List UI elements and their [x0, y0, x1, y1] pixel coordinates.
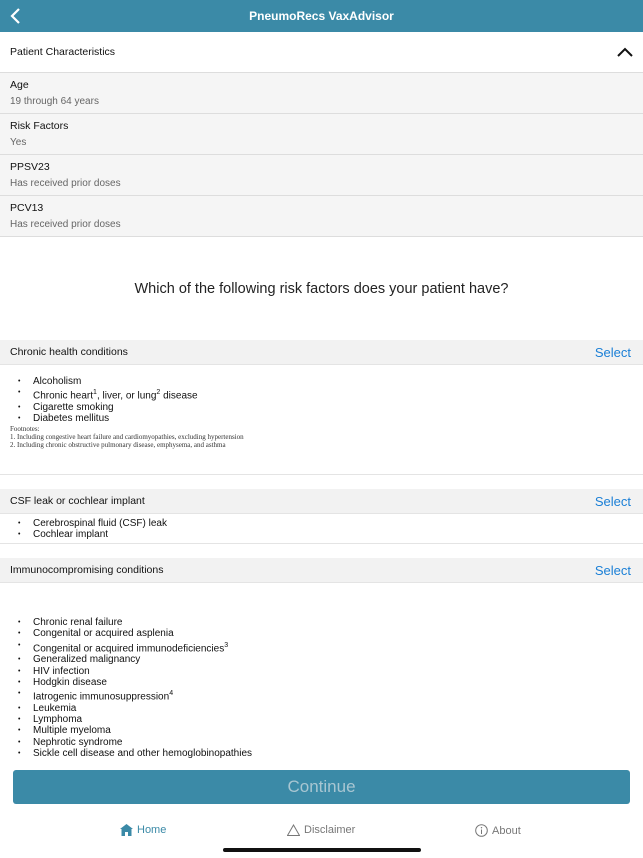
list-item: • Cerebrospinal fluid (CSF) leak	[18, 518, 643, 529]
row-label: Age	[10, 79, 29, 91]
select-button[interactable]: Select	[594, 562, 631, 578]
section-title: Immunocompromising conditions	[10, 564, 164, 576]
patient-row-risk	[0, 114, 643, 155]
list-item: • HIV infection	[18, 666, 643, 677]
footnotes-label: Footnotes:	[10, 424, 40, 433]
section-immuno-header	[0, 558, 643, 583]
list-item: • Diabetes mellitus	[18, 413, 643, 424]
text: , liver, or lung	[96, 390, 157, 402]
row-label: Risk Factors	[10, 120, 69, 132]
list-item: • Cigarette smoking	[18, 402, 643, 413]
immuno-list	[0, 583, 643, 759]
row-label: PPSV23	[10, 161, 50, 173]
text: Iatrogenic immunosuppression	[33, 691, 170, 703]
chevron-up-icon[interactable]	[617, 47, 633, 57]
list-item	[18, 387, 643, 402]
tab-label: Home	[137, 824, 167, 836]
list-item: • Hodgkin disease	[18, 677, 643, 688]
select-button[interactable]: Select	[594, 344, 631, 360]
footnote-ref: 1	[93, 389, 97, 397]
list-item: • Generalized malignancy	[18, 654, 643, 665]
list-item: • Nephrotic syndrome	[18, 737, 643, 748]
nav-bar	[0, 0, 643, 32]
footnote: 1. Including congestive heart failure and cardiomyopathies, excluding hypertension	[10, 432, 244, 441]
section-title: Patient Characteristics	[10, 46, 116, 58]
list-item: • Lymphoma	[18, 714, 643, 725]
app-title: PneumoRecs VaxAdvisor	[249, 9, 394, 23]
footnote-ref: 2	[156, 389, 161, 397]
row-label: PCV13	[10, 202, 44, 214]
list-item: • Congenital or acquired asplenia	[18, 628, 643, 639]
list-item: • Cochlear implant	[18, 529, 643, 540]
home-indicator	[223, 848, 421, 852]
section-title: CSF leak or cochlear implant	[10, 495, 145, 507]
continue-button[interactable]: Continue	[13, 770, 630, 804]
question-text: Which of the following risk factors does your patient have?	[134, 280, 509, 297]
list-item	[18, 688, 643, 703]
tab-label: Disclaimer	[304, 824, 356, 836]
text: Chronic heart	[33, 390, 94, 402]
patient-row-age	[0, 73, 643, 114]
tab-disclaimer[interactable]	[287, 824, 355, 836]
section-chronic-header	[0, 340, 643, 365]
warning-icon	[287, 824, 300, 836]
home-icon	[120, 824, 133, 836]
text: disease	[160, 390, 198, 402]
patient-row-ppsv23	[0, 155, 643, 196]
info-icon	[475, 824, 488, 837]
row-value: Has received prior doses	[10, 219, 121, 230]
select-button[interactable]: Select	[594, 493, 631, 509]
footnote: 2. Including chronic obstructive pulmonary disease, emphysema, and asthma	[10, 440, 226, 449]
patient-row-pcv13	[0, 196, 643, 237]
text: Congenital or acquired immunodeficiencies	[33, 642, 225, 654]
list-item: • Multiple myeloma	[18, 725, 643, 736]
section-title: Chronic health conditions	[10, 346, 128, 358]
tab-home[interactable]	[120, 824, 166, 836]
footnote-ref: 3	[224, 641, 229, 649]
list-item: • Alcoholism	[18, 376, 643, 387]
back-chevron-icon[interactable]	[8, 7, 24, 25]
tab-about[interactable]	[475, 824, 521, 837]
chronic-list	[0, 365, 643, 475]
row-value: Yes	[10, 137, 27, 148]
footnote-ref: 4	[169, 690, 174, 698]
patient-characteristics-header[interactable]	[0, 32, 643, 73]
list-item	[18, 640, 643, 655]
list-item: • Chronic renal failure	[18, 617, 643, 628]
csf-list	[0, 514, 643, 544]
row-value: 19 through 64 years	[10, 96, 99, 107]
tab-label: About	[492, 824, 521, 837]
list-item: • Sickle cell disease and other hemoglobinopathies	[18, 748, 643, 759]
list-item: • Leukemia	[18, 703, 643, 714]
row-value: Has received prior doses	[10, 178, 121, 189]
section-csf-header	[0, 489, 643, 514]
